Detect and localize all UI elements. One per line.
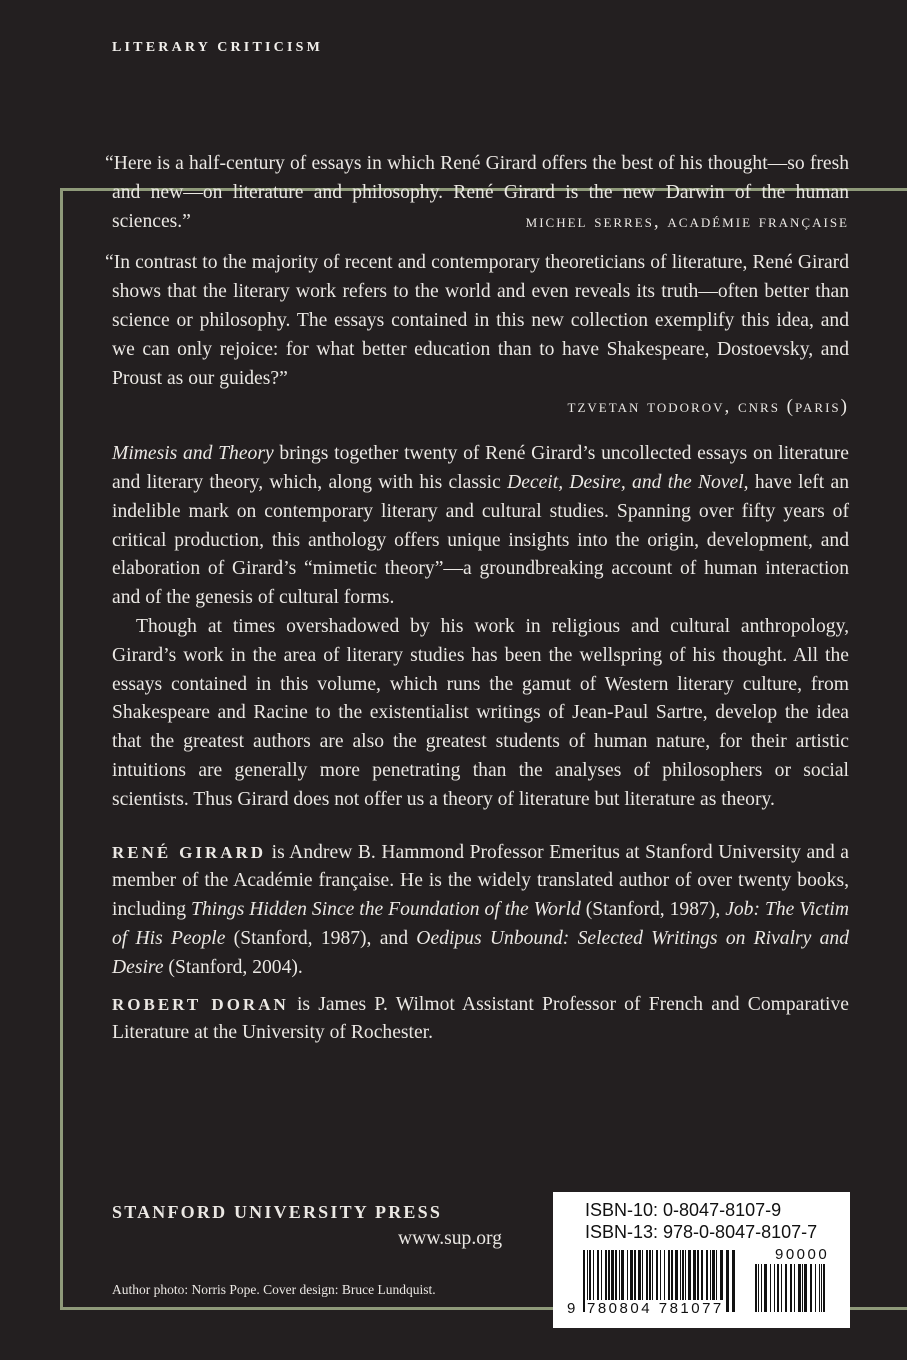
isbn-13: ISBN-13: 978-0-8047-8107-7 xyxy=(585,1222,818,1242)
barcode-addon-bar xyxy=(777,1264,779,1312)
quote-attribution: michel serres, académie française xyxy=(525,210,849,232)
barcode-addon-bar xyxy=(810,1264,812,1312)
quote-text: “Here is a half-century of essays in which René Girard offers the best of his thought—so fresh and new—on literature and philosophy. René Girard is the new Darwin of the human sciences.” xyxy=(105,153,849,232)
blurb-quote-2 xyxy=(105,249,849,393)
barcode-bar xyxy=(726,1250,729,1312)
barcode-addon-bar xyxy=(815,1264,816,1312)
barcode-addon: 90000 xyxy=(775,1246,830,1263)
description-paragraph-2: Though at times overshadowed by his work in religious and cultural anthropology, Girard’s work in the area of literary studies has been the wellspring of his thought. All the essays contained in this volume, which runs the gamut of Western literary culture, from Shakespeare and Racine to the existentialist writings of Jean-Paul Sartre, develop the idea that the greatest authors are also the greatest students of human nature, for their artistic intuitions are generally more penetrating than the analyses of philosophers or social scientists. Thus Girard does not offer us a theory of literature but literature as theory. xyxy=(112,615,849,810)
barcode-addon-bar xyxy=(785,1264,787,1312)
barcode-addon-bar xyxy=(764,1264,767,1312)
barcode-addon-bar xyxy=(761,1264,762,1312)
isbn-barcode xyxy=(553,1192,850,1328)
book-title: Job: The Victim of His People xyxy=(112,899,849,949)
quote-text: “In contrast to the majority of recent and contemporary theoreticians of literature, René Girard shows that the literary work refers to the world and even reveals its truth—often better than science or philosophy. The essays contained in this new collection exemplify this idea, and we can only rejoice: for what better education than to have Shakespeare, Dostoevsky, and Proust as our guides?” xyxy=(105,252,849,389)
barcode-addon-bar xyxy=(774,1264,775,1312)
text: (Stanford, 2004). xyxy=(163,956,303,978)
barcode-bar xyxy=(583,1250,585,1312)
barcode-addon-bar xyxy=(804,1264,807,1312)
quote-attribution: tzvetan todorov, cnrs (paris) xyxy=(567,396,849,418)
back-cover-text xyxy=(105,150,850,1048)
barcode-addon-bar xyxy=(790,1264,792,1312)
design-credit: Author photo: Norris Pope. Cover design: Bruce Lundquist. xyxy=(112,1282,436,1297)
text: brings together twenty of René Girard’s uncollected essays on literature and literary theory, which, along with his classic xyxy=(112,443,849,493)
text: , have left an indelible mark on contemporary literary and cultural studies. Spanning over fifty years of critical production, this anthology offers unique insights into the origin, development, and elaboration of Girard’s “mimetic theory”—a groundbreaking account of human interaction and of the genesis of cultural forms. xyxy=(112,471,850,609)
text: is Andrew B. Hammond Professor Emeritus at Stanford University and a member of the Académie française. He is the widely translated author of over twenty books, including xyxy=(112,841,850,921)
barcode-digits: 780804 781077 xyxy=(587,1300,724,1317)
book-title: Deceit, Desire, and the Novel xyxy=(507,471,744,493)
barcode-addon-bar xyxy=(770,1264,771,1312)
author-name: ROBERT DORAN xyxy=(112,994,289,1014)
publisher-url[interactable]: www.sup.org xyxy=(398,1228,502,1249)
barcode-addon-bar xyxy=(798,1264,801,1312)
barcode-addon-bar xyxy=(821,1264,822,1312)
description-paragraph-1 xyxy=(112,440,849,613)
barcode-bar xyxy=(732,1250,735,1312)
barcode-lead-digit: 9 xyxy=(567,1300,578,1317)
book-title: Mimesis and Theory xyxy=(112,443,274,465)
barcode-addon-bar xyxy=(781,1264,782,1312)
book-title: Things Hidden Since the Foundation of the World xyxy=(190,899,581,921)
category-label: LITERARY CRITICISM xyxy=(112,40,324,55)
barcode-addon-bar xyxy=(823,1264,825,1312)
publisher-name: STANFORD UNIVERSITY PRESS xyxy=(112,1202,443,1222)
bio-doran xyxy=(112,991,849,1049)
barcode-addon-bar xyxy=(758,1264,759,1312)
author-name: RENÉ GIRARD xyxy=(112,842,267,862)
barcode-addon-bar xyxy=(794,1264,795,1312)
barcode-addon-bar xyxy=(802,1264,803,1312)
barcode-addon-bar xyxy=(755,1264,757,1312)
barcode-addon-bar xyxy=(819,1264,820,1312)
text: (Stanford, 1987), and xyxy=(225,927,417,949)
book-title: Oedipus Unbound: Selected Writings on Rivalry and Desire xyxy=(112,927,850,978)
text: is James P. Wilmot Assistant Professor of French and Comparative Literature at the University of Rochester. xyxy=(112,993,849,1044)
text: (Stanford, 1987), xyxy=(580,899,726,921)
isbn-10: ISBN-10: 0-8047-8107-9 xyxy=(585,1200,782,1220)
bio-girard xyxy=(112,839,849,983)
blurb-quote-1 xyxy=(105,150,849,236)
